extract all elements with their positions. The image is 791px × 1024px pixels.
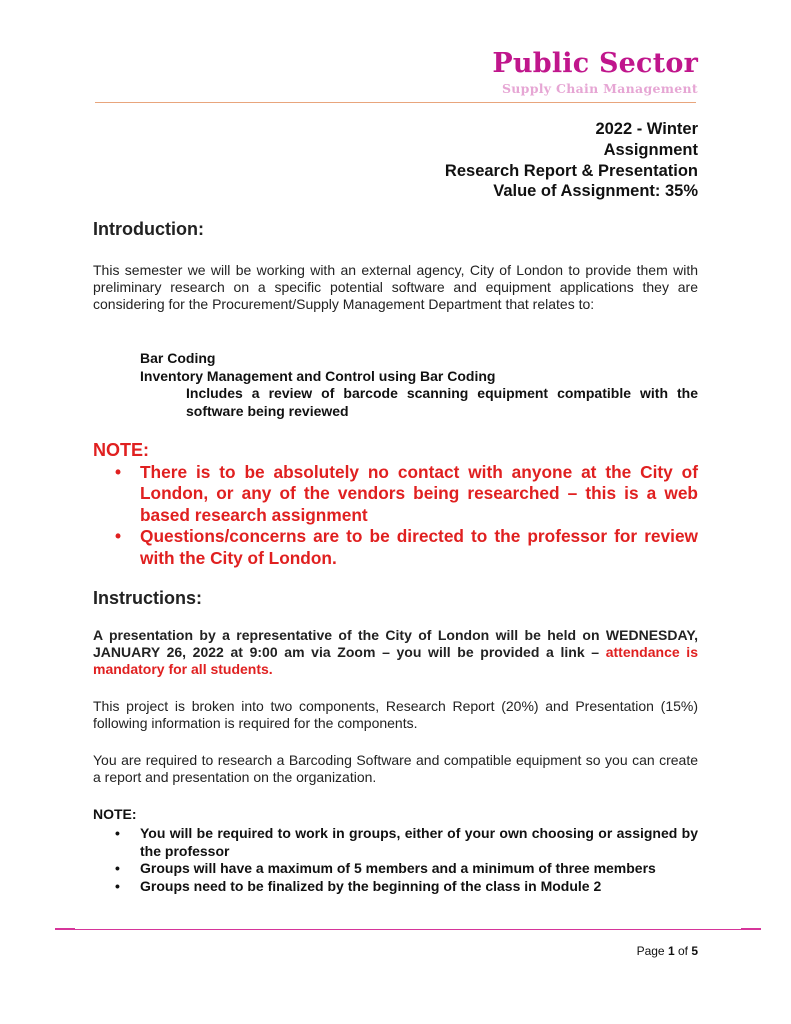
topic-subitem: Includes a review of barcode scanning equipment compatible with the software being reviewed [186, 385, 698, 419]
page-number [637, 944, 698, 958]
topic-list [140, 350, 698, 420]
note2-heading: NOTE: [93, 806, 137, 822]
footer-divider [55, 929, 761, 930]
introduction-heading: Introduction: [93, 219, 204, 239]
note-heading: NOTE: [93, 440, 149, 460]
research-paragraph: You are required to research a Barcoding Software and compatible equipment so you can create a report and presentation on the organization. [93, 752, 698, 786]
group-rule-item: • You will be required to work in groups, either of your own choosing or assigned by the professor [93, 825, 698, 860]
group-rule-item: • Groups will have a maximum of 5 members and a minimum of three members [93, 860, 698, 878]
brand-subtitle: Supply Chain Management [501, 81, 698, 96]
presentation-text: A presentation by a representative of the City of London will be held on WEDNESDAY, JANUARY 26, 2022 at 9:00 am via Zoom – you will be provided a link – [93, 627, 698, 661]
introduction-paragraph: This semester we will be working with an external agency, City of London to provide them with preliminary research on a specific potential software and equipment applications they are considering for the Procurement/Supply Management Department that relates to: [93, 262, 698, 313]
components-paragraph: This project is broken into two components, Research Report (20%) and Presentation (15%) following information is required for the components. [93, 698, 698, 732]
term: 2022 - Winter [595, 120, 698, 138]
group-rules-list [93, 825, 698, 895]
page-current: 1 [667, 944, 675, 958]
note-list [93, 462, 698, 569]
doc-type: Assignment [603, 140, 698, 159]
note-item: • Questions/concerns are to be directed to the professor for review with the City of London. [93, 526, 698, 569]
page-sep: of [674, 944, 692, 958]
instructions-heading: Instructions: [93, 588, 203, 608]
assignment-meta [445, 119, 698, 202]
page-label: Page [636, 944, 668, 958]
attendance-highlight: attendance is mandatory for all students. [93, 644, 698, 678]
brand-title: Public Sector [492, 48, 698, 79]
note-item: • There is to be absolutely no contact with anyone at the City of London, or any of the vendors being researched – this is a web based research assignment [93, 462, 698, 526]
brand-logo [492, 48, 698, 97]
topic-item: Inventory Management and Control using Bar Coding [140, 367, 496, 384]
assignment-value: Value of Assignment: 35% [493, 182, 698, 201]
header-divider [95, 102, 696, 103]
doc-title: Research Report & Presentation [444, 161, 698, 180]
topic-item: Bar Coding [140, 350, 216, 366]
group-rule-item: • Groups need to be finalized by the beginning of the class in Module 2 [93, 878, 698, 896]
page-total: 5 [691, 944, 698, 958]
presentation-paragraph [93, 627, 698, 679]
